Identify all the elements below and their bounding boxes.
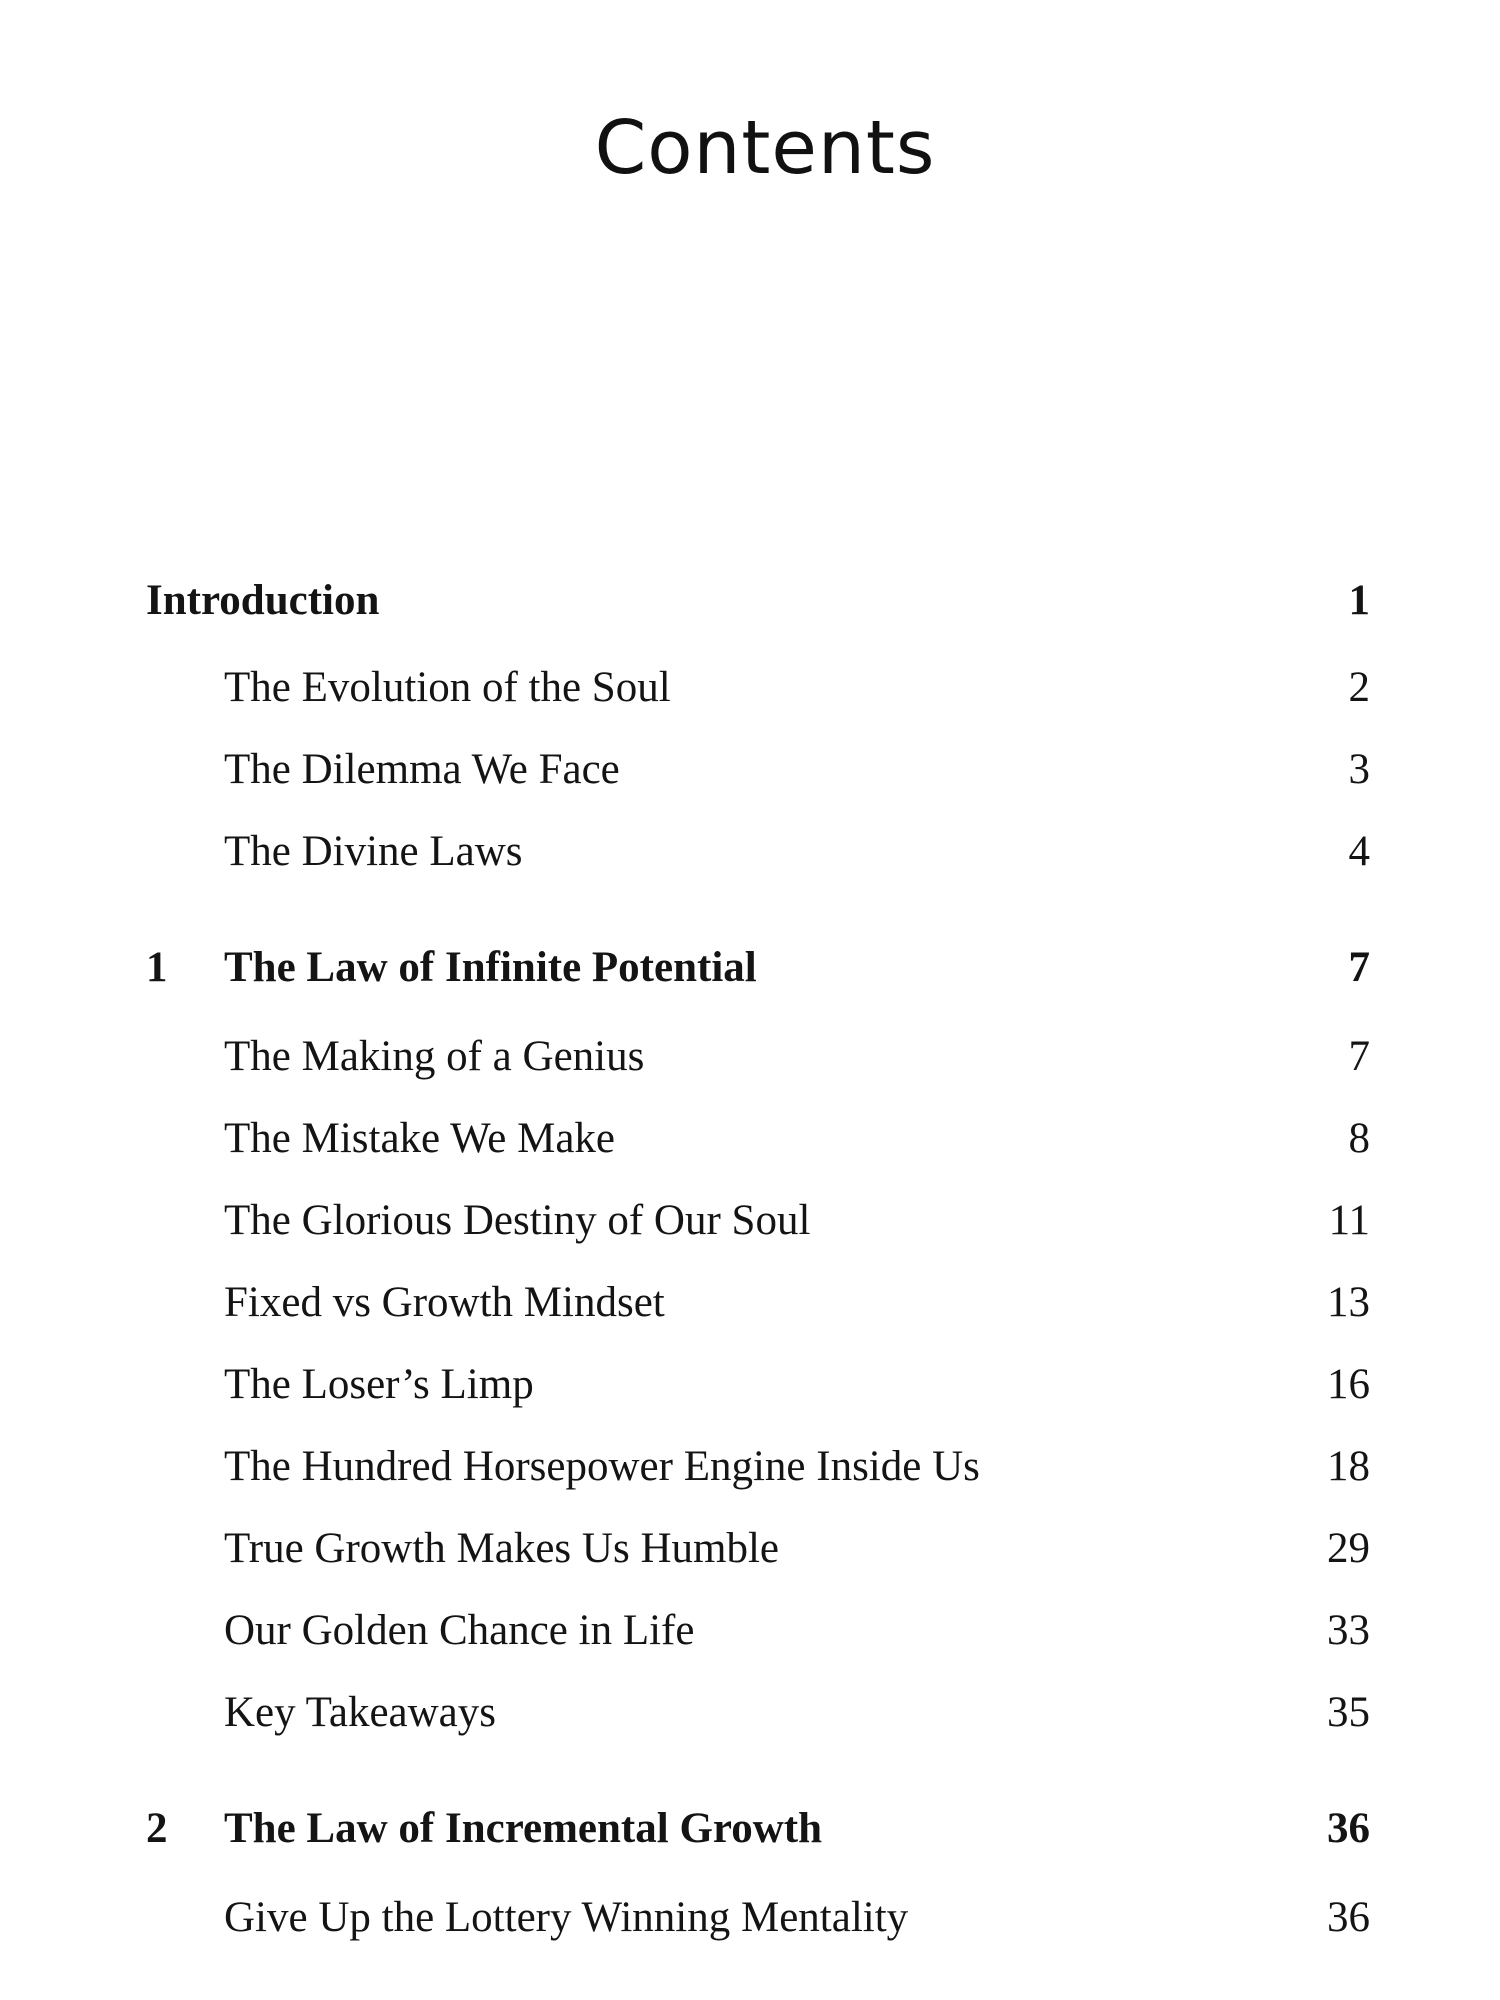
- toc-entry-label: Key Takeaways: [224, 1689, 497, 1736]
- toc-entry: [0, 1350, 1500, 1420]
- toc-entry-label: True Growth Makes Us Humble: [224, 1525, 779, 1572]
- toc-chapter-2: [0, 1794, 1500, 1864]
- toc-entry-page: 11: [1328, 1197, 1370, 1244]
- toc-entry-label: The Glorious Destiny of Our Soul: [224, 1197, 811, 1244]
- page-title: Contents: [594, 105, 936, 191]
- toc-entry-label: The Law of Infinite Potential: [224, 944, 757, 991]
- toc-entry-label: The Hundred Horsepower Engine Inside Us: [224, 1443, 980, 1490]
- toc-entry-label: The Evolution of the Soul: [224, 664, 671, 711]
- toc-entry: [0, 1678, 1500, 1748]
- toc-entry-page: 35: [1327, 1689, 1370, 1736]
- toc-entry-page: 7: [1348, 1033, 1370, 1080]
- toc-entry-page: 2: [1348, 664, 1370, 711]
- toc-entry-label: The Law of Incremental Growth: [224, 1805, 822, 1852]
- toc-entry-label: Our Golden Chance in Life: [224, 1607, 695, 1654]
- toc-entry-label: The Making of a Genius: [224, 1033, 645, 1080]
- toc-entry-label: The Mistake We Make: [224, 1115, 615, 1162]
- toc-entry-page: 29: [1327, 1525, 1370, 1572]
- toc-entry-page: 36: [1327, 1894, 1370, 1941]
- toc-entry: [0, 1432, 1500, 1502]
- toc-entry-page: 18: [1327, 1443, 1370, 1490]
- toc-entry-page: 16: [1327, 1361, 1370, 1408]
- toc-entry-page: 13: [1327, 1279, 1370, 1326]
- toc-entry-page: 3: [1348, 746, 1370, 793]
- toc-entry: [0, 1883, 1500, 1953]
- chapter-number: 1: [146, 944, 168, 991]
- toc-entry-label: Fixed vs Growth Mindset: [224, 1279, 665, 1326]
- toc-entry-label: Give Up the Lottery Winning Mentality: [224, 1894, 909, 1941]
- toc-chapter-1: [0, 933, 1500, 1003]
- toc-entry: [0, 1596, 1500, 1666]
- toc-entry-label: The Divine Laws: [224, 828, 523, 875]
- toc-entry-page: 36: [1327, 1805, 1370, 1852]
- toc-entry: [0, 1022, 1500, 1092]
- toc-entry-introduction: [0, 566, 1500, 636]
- toc-entry: [0, 1104, 1500, 1174]
- toc-entry-page: 7: [1348, 944, 1370, 991]
- toc-entry: [0, 1186, 1500, 1256]
- toc-entry-label: The Loser’s Limp: [224, 1361, 534, 1408]
- toc-entry: [0, 1268, 1500, 1338]
- toc-entry-label: Introduction: [146, 577, 380, 624]
- toc-entry: [0, 817, 1500, 887]
- toc-entry-label: The Dilemma We Face: [224, 746, 620, 793]
- chapter-number: 2: [146, 1805, 168, 1852]
- toc-entry: [0, 735, 1500, 805]
- toc-entry-page: 1: [1348, 577, 1370, 624]
- toc-entry-page: 33: [1327, 1607, 1370, 1654]
- toc-entry: [0, 1514, 1500, 1584]
- toc-entry: [0, 653, 1500, 723]
- toc-entry-page: 8: [1348, 1115, 1370, 1162]
- toc-entry-page: 4: [1348, 828, 1370, 875]
